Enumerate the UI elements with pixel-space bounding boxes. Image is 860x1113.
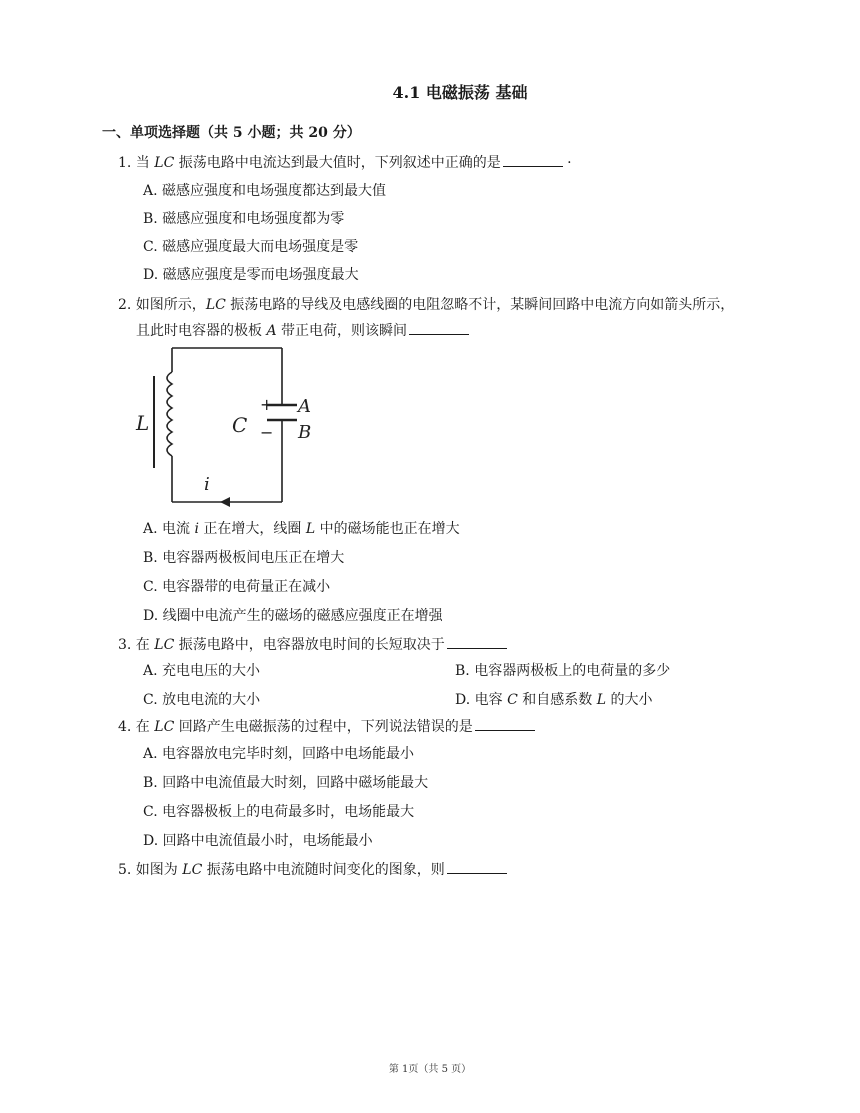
q1-option-b[interactable]: B. 磁感应强度和电场强度都为零 — [143, 211, 345, 227]
question-1-stem: 1. 当 LC 振荡电路中电流达到最大值时，下列叙述中正确的是 · — [118, 155, 572, 171]
current-arrow-icon — [220, 497, 230, 507]
q3-option-d[interactable]: D. 电容 C 和自感系数 L 的大小 — [455, 692, 653, 708]
q3-option-a[interactable]: A. 充电电压的大小 — [143, 663, 261, 679]
question-2-stem: 2. 如图所示，LC 振荡电路的导线及电感线圈的电阻忽略不计，某瞬间回路中电流方向如箭头所示， — [118, 297, 735, 313]
page-footer: 第 1页（共 5 页） — [388, 1064, 472, 1075]
question-4-stem: 4. 在 LC 回路产生电磁振荡的过程中，下列说法错误的是 — [118, 716, 535, 736]
q3-option-b[interactable]: B. 电容器两极板上的电荷量的多少 — [455, 663, 671, 679]
lc-circuit-diagram — [132, 340, 332, 510]
q1-option-d[interactable]: D. 磁感应强度是零而电场强度最大 — [143, 267, 359, 283]
question-2-stem-cont: 且此时电容器的极板 A 带正电荷，则该瞬间 — [136, 320, 469, 340]
q1-option-a[interactable]: A. 磁感应强度和电场强度都达到最大值 — [143, 183, 387, 199]
page-title: 4.1 电磁振荡 基础 — [392, 83, 528, 102]
q2-option-b[interactable]: B. 电容器两极板间电压正在增大 — [143, 550, 345, 566]
label-minus: − — [260, 423, 274, 442]
q2-option-a[interactable]: A. 电流 i 正在增大，线圈 L 中的磁场能也正在增大 — [143, 521, 460, 537]
question-5-stem: 5. 如图为 LC 振荡电路中电流随时间变化的图象，则 — [118, 859, 507, 879]
label-C: C — [232, 413, 248, 437]
q4-option-d[interactable]: D. 回路中电流值最小时，电场能最小 — [143, 833, 373, 849]
q4-option-c[interactable]: C. 电容器极板上的电荷最多时，电场能最大 — [143, 804, 415, 820]
question-3-stem: 3. 在 LC 振荡电路中，电容器放电时间的长短取决于 — [118, 634, 507, 654]
q1-option-c[interactable]: C. 磁感应强度最大而电场强度是零 — [143, 239, 359, 255]
section-heading: 一、单项选择题（共 5 小题；共 20 分） — [102, 125, 361, 141]
q4-option-a[interactable]: A. 电容器放电完毕时刻，回路中电场能最小 — [143, 746, 415, 762]
q2-option-d[interactable]: D. 线圈中电流产生的磁场的磁感应强度正在增强 — [143, 608, 443, 624]
label-L: L — [136, 411, 150, 435]
q2-option-c[interactable]: C. 电容器带的电荷量正在减小 — [143, 579, 331, 595]
label-B: B — [298, 422, 312, 443]
q3-option-c[interactable]: C. 放电电流的大小 — [143, 692, 261, 708]
label-plus: + — [260, 395, 274, 414]
q4-option-b[interactable]: B. 回路中电流值最大时刻，回路中磁场能最大 — [143, 775, 429, 791]
label-i: i — [204, 474, 210, 495]
label-A: A — [298, 396, 311, 417]
